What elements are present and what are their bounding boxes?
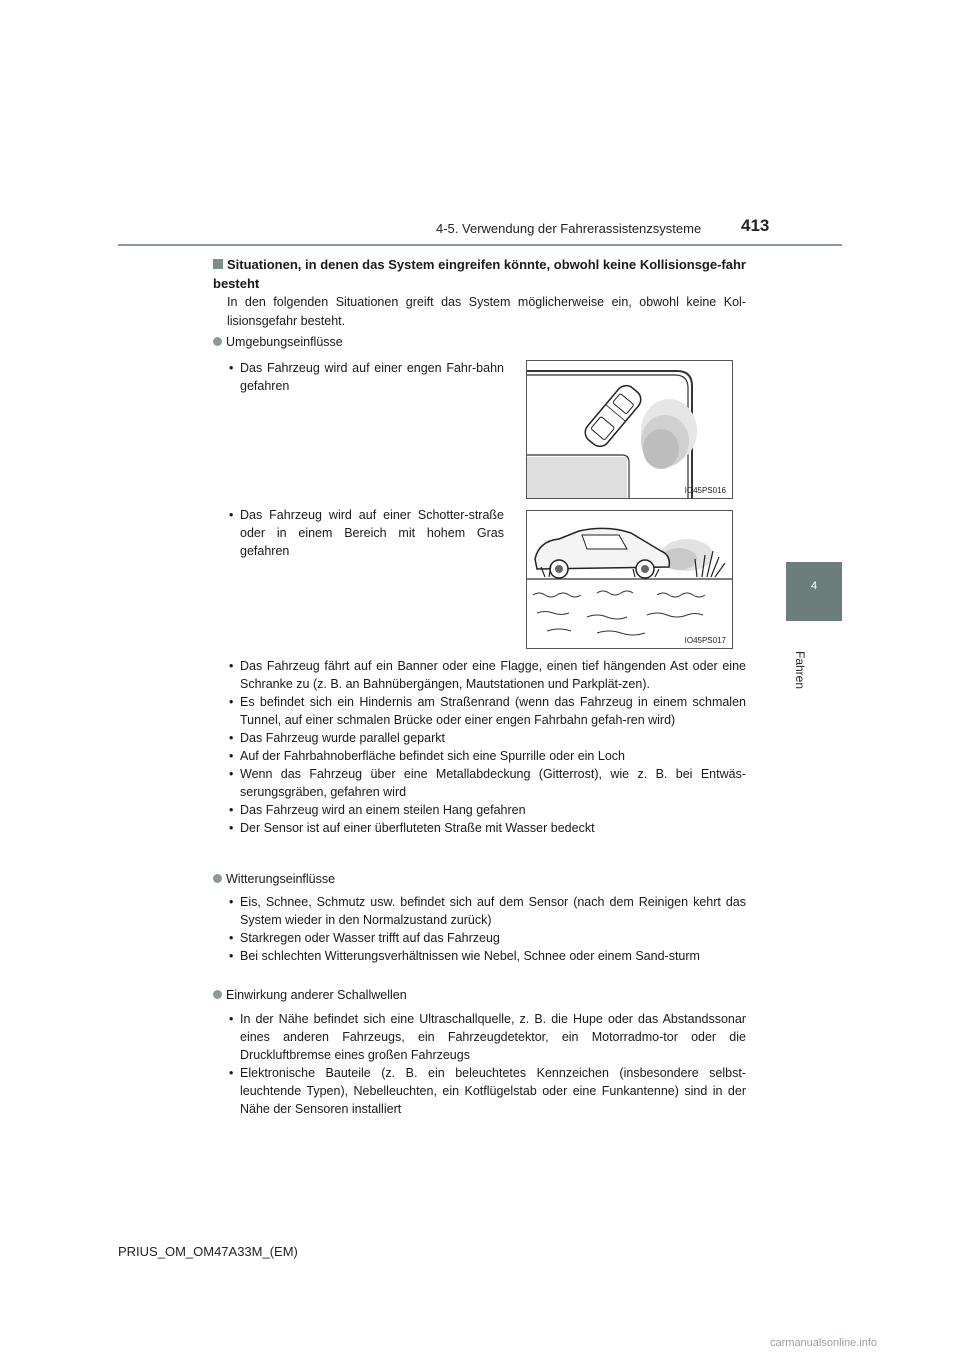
chapter-tab	[786, 562, 842, 621]
narrow-lane-illustration	[527, 361, 732, 498]
list-item: • Der Sensor ist auf einer überfluteten Straße mit Wasser bedeckt	[227, 819, 746, 837]
square-bullet-icon	[213, 259, 223, 269]
list-item: • Elektronische Bauteile (z. B. ein beleuchtetes Kennzeichen (insbesondere selbst-leuchtende Typen), Nebelleuchten, ein Kotflügelstab oder eine Funkantenne) sind in der Nähe der Sensoren installiert	[227, 1064, 746, 1118]
list-item: • Das Fahrzeug wird an einem steilen Hang gefahren	[227, 801, 746, 819]
category-heading-text: Witterungseinflüsse	[226, 872, 336, 886]
list-item: • Bei schlechten Witterungsverhältnissen wie Nebel, Schnee oder einem Sand-sturm	[227, 947, 746, 965]
category-heading	[213, 870, 335, 888]
illustrated-item-list	[227, 359, 504, 395]
header-divider	[118, 244, 842, 246]
figure-narrow-lane	[526, 360, 733, 499]
section-heading-text: Situationen, in denen das System eingreifen könnte, obwohl keine Kollisionsge-fahr besteht	[213, 257, 746, 291]
illustrated-item-list	[227, 506, 504, 560]
list-item: • Auf der Fahrbahnoberfläche befindet sich eine Spurrille oder ein Loch	[227, 747, 746, 765]
circle-bullet-icon	[213, 874, 222, 883]
list-item: • Es befindet sich ein Hindernis am Straßenrand (wenn das Fahrzeug in einem schmalen Tunnel, auf einer schmalen Brücke oder einer engen Fahrbahn gefah-ren wird)	[227, 693, 746, 729]
section-heading	[213, 255, 746, 293]
category-heading-text: Umgebungseinflüsse	[226, 335, 343, 349]
running-header-title: 4-5. Verwendung der Fahrerassistenzsysteme	[436, 221, 702, 236]
chapter-number: 4	[810, 580, 818, 592]
gravel-road-illustration	[527, 511, 732, 648]
document-id: PRIUS_OM_OM47A33M_(EM)	[118, 1244, 298, 1259]
bullet-list	[227, 657, 746, 837]
list-item: • Wenn das Fahrzeug über eine Metallabdeckung (Gitterrost), wie z. B. bei Entwäs-serungsgräben, gefahren wird	[227, 765, 746, 801]
chapter-label: Fahren	[793, 650, 807, 690]
bullet-list	[227, 893, 746, 965]
category-heading-text: Einwirkung anderer Schallwellen	[226, 988, 407, 1002]
list-item: • In der Nähe befindet sich eine Ultraschallquelle, z. B. die Hupe oder das Abstandssonar eines anderen Fahrzeugs, ein Fahrzeugdetektor, ein Motorradmo-tor oder die Druckluftbremse eines großen Fahrzeugs	[227, 1010, 746, 1064]
list-item: • Das Fahrzeug wird auf einer Schotter-straße oder in einem Bereich mit hohem Gras gefahren	[227, 506, 504, 560]
list-item: • Starkregen oder Wasser trifft auf das Fahrzeug	[227, 929, 746, 947]
list-item: • Das Fahrzeug wurde parallel geparkt	[227, 729, 746, 747]
page-number: 413	[741, 216, 770, 235]
watermark: carmanualsonline.info	[770, 1337, 878, 1349]
bullet-list	[227, 1010, 746, 1118]
circle-bullet-icon	[213, 990, 222, 999]
figure-code: IO45PS017	[684, 636, 726, 645]
list-item: • Das Fahrzeug fährt auf ein Banner oder eine Flagge, einen tief hängenden Ast oder eine Schranke zu (z. B. an Bahnübergängen, Mautstationen und Parkplät-zen).	[227, 657, 746, 693]
category-heading	[213, 986, 407, 1004]
circle-bullet-icon	[213, 337, 222, 346]
figure-code: IO45PS016	[684, 486, 726, 495]
list-item: • Eis, Schnee, Schmutz usw. befindet sich auf dem Sensor (nach dem Reinigen kehrt das System wieder in den Normalzustand zurück)	[227, 893, 746, 929]
category-heading	[213, 333, 343, 351]
section-intro: In den folgenden Situationen greift das System möglicherweise ein, obwohl keine Kol-lisionsgefahr besteht.	[227, 295, 746, 328]
figure-gravel-road	[526, 510, 733, 649]
list-item: • Das Fahrzeug wird auf einer engen Fahr-bahn gefahren	[227, 359, 504, 395]
